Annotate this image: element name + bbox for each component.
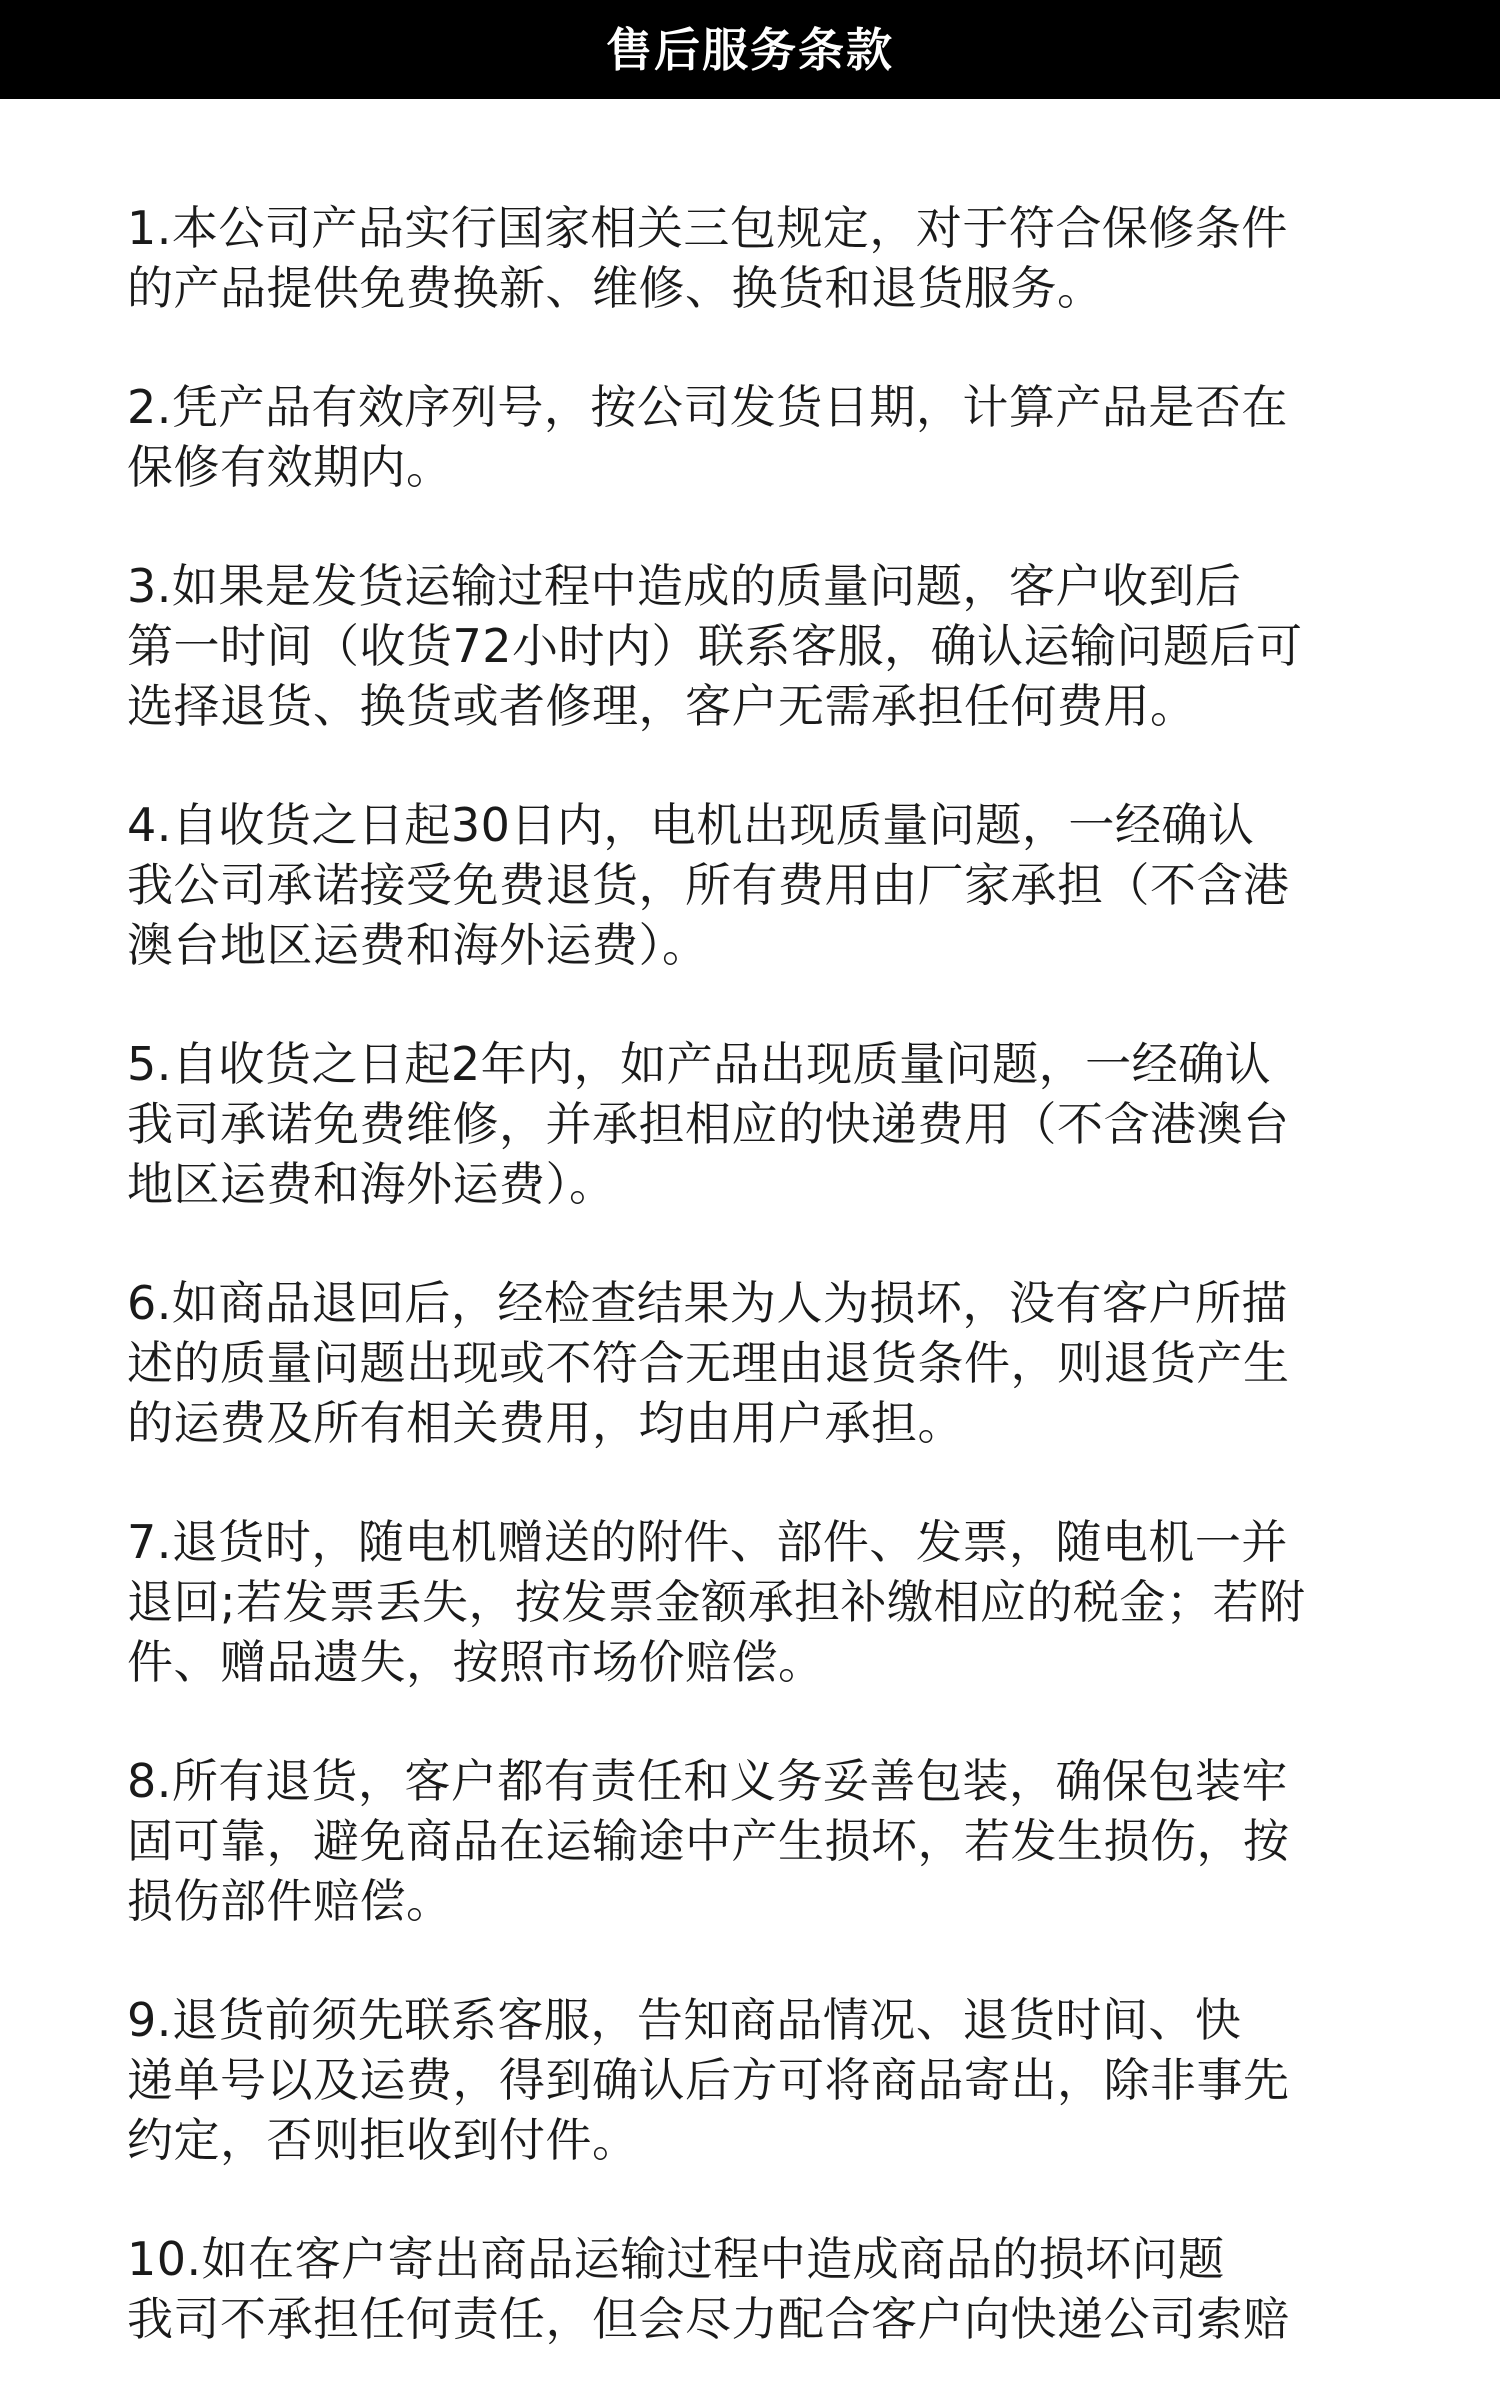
page-title: 售后服务条款: [606, 22, 894, 77]
clause-6: [127, 1273, 1377, 1453]
clause-line: 3.如果是发货运输过程中造成的质量问题，客户收到后: [127, 559, 1242, 613]
clause-line: 退回;若发票丢失，按发票金额承担补缴相应的税金；若附: [127, 1575, 1306, 1629]
clause-line: 损伤部件赔偿。: [127, 1874, 453, 1928]
clause-line: 选择退货、换货或者修理，客户无需承担任何费用。: [127, 679, 1197, 733]
clause-line: 件、赠品遗失，按照市场价赔偿。: [127, 1635, 825, 1689]
clause-line: 9.退货前须先联系客服，告知商品情况、退货时间、快: [127, 1993, 1242, 2047]
clause-10: [127, 2229, 1377, 2349]
clause-line: 2.凭产品有效序列号，按公司发货日期，计算产品是否在: [127, 380, 1288, 434]
header-bar: [0, 0, 1500, 99]
clause-line: 地区运费和海外运费）。: [127, 1157, 616, 1211]
clause-line: 我司不承担任何责任，但会尽力配合客户向快递公司索赔: [127, 2292, 1290, 2346]
clause-line: 澳台地区运费和海外运费）。: [127, 918, 709, 972]
clause-line: 的运费及所有相关费用，均由用户承担。: [127, 1396, 964, 1450]
clause-line: 10.如在客户寄出商品运输过程中造成商品的损坏问题: [127, 2232, 1225, 2286]
clause-line: 6.如商品退回后，经检查结果为人为损坏，没有客户所描: [127, 1276, 1288, 1330]
clause-line: 8.所有退货，客户都有责任和义务妥善包装，确保包装牢: [127, 1754, 1288, 1808]
terms-content: [127, 198, 1377, 2408]
clause-line: 7.退货时，随电机赠送的附件、部件、发票，随电机一并: [127, 1515, 1288, 1569]
clause-line: 我司承诺免费维修，并承担相应的快递费用（不含港澳台: [127, 1097, 1290, 1151]
clause-1: [127, 198, 1377, 318]
clause-line: 第一时间（收货72小时内）联系客服，确认运输问题后可: [127, 619, 1303, 673]
clause-line: 的产品提供免费换新、维修、换货和退货服务。: [127, 261, 1104, 315]
clause-line: 固可靠，避免商品在运输途中产生损坏，若发生损伤，按: [127, 1814, 1290, 1868]
clause-line: 1.本公司产品实行国家相关三包规定，对于符合保修条件: [127, 201, 1288, 255]
clause-line: 4.自收货之日起30日内，电机出现质量问题，一经确认: [127, 798, 1255, 852]
clause-2: [127, 377, 1377, 497]
clause-line: 我公司承诺接受免费退货，所有费用由厂家承担（不含港: [127, 858, 1290, 912]
clause-line: 约定，否则拒收到付件。: [127, 2113, 639, 2167]
clause-9: [127, 1990, 1377, 2170]
clause-7: [127, 1512, 1377, 1692]
clause-3: [127, 556, 1377, 736]
clause-line: 述的质量问题出现或不符合无理由退货条件，则退货产生: [127, 1336, 1290, 1390]
clause-4: [127, 795, 1377, 975]
clause-line: 5.自收货之日起2年内，如产品出现质量问题，一经确认: [127, 1037, 1272, 1091]
clause-8: [127, 1751, 1377, 1931]
clause-line: 递单号以及运费，得到确认后方可将商品寄出，除非事先: [127, 2053, 1290, 2107]
clause-line: 保修有效期内。: [127, 440, 453, 494]
clause-5: [127, 1034, 1377, 1214]
